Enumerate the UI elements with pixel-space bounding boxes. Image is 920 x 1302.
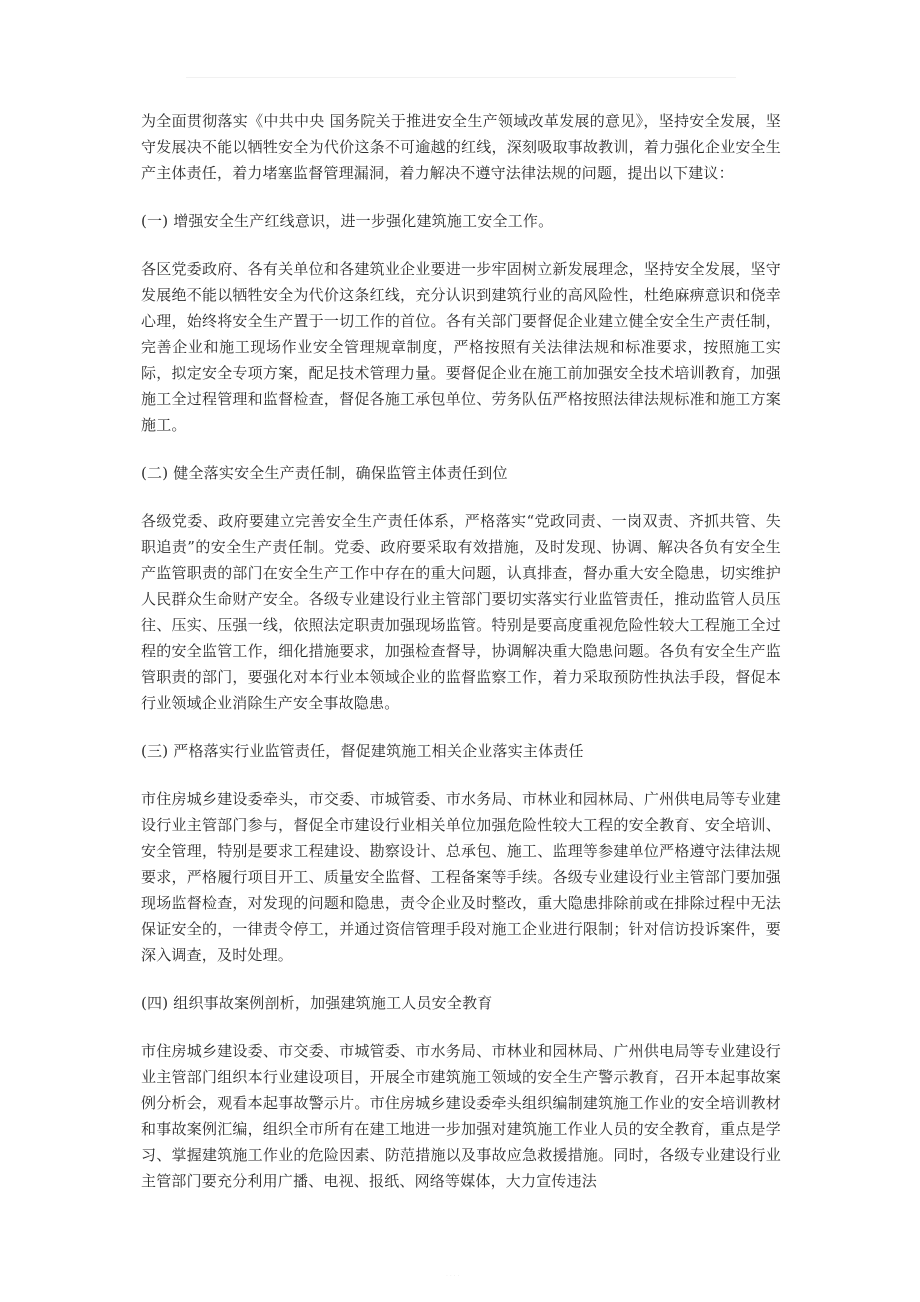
document-body	[141, 108, 781, 1216]
section-1-body: 各区党委政府、各有关单位和各建筑业企业要进一步牢固树立新发展理念，坚持安全发展，坚守发展绝不能以牺牲安全为代价这条红线，充分认识到建筑行业的高风险性，杜绝麻痹意识和侥幸心理，始终将安全生产置于一切工作的首位。各有关部门要督促企业建立健全安全生产责任制，完善企业和施工现场作业安全管理规章制度，严格按照有关法律法规和标准要求，按照施工实际，拟定安全专项方案，配足技术管理力量。要督促企业在施工前加强安全技术培训教育，加强施工全过程管理和监督检查，督促各施工承包单位、劳务队伍严格按照法律法规标准和施工方案施工。	[141, 260, 781, 434]
section-3-heading: (三) 严格落实行业监管责任，督促建筑施工相关企业落实主体责任	[141, 742, 584, 760]
section-3-body: 市住房城乡建设委牵头，市交委、市城管委、市水务局、市林业和园林局、广州供电局等专业建设行业主管部门参与，督促全市建设行业相关单位加强危险性较大工程的安全教育、安全培训、安全管理，特别是要求工程建设、勘察设计、总承包、施工、监理等参建单位严格遵守法律法规要求，严格履行项目开工、质量安全监督、工程备案等手续。各级专业建设行业主管部门要加强现场监督检查，对发现的问题和隐患，责令企业及时整改，重大隐患排除前或在排除过程中无法保证安全的，一律责令停工，并通过资信管理手段对施工企业进行限制；针对信访投诉案件，要深入调查，及时处理。	[141, 790, 781, 964]
section-2-heading: (二) 健全落实安全生产责任制，确保监管主体责任到位	[141, 464, 508, 482]
section-2-body: 各级党委、政府要建立完善安全生产责任体系，严格落实“党政同责、一岗双责、齐抓共管、失职追责”的安全生产责任制。党委、政府要采取有效措施，及时发现、协调、解决各负有安全生产监管职责的部门在安全生产工作中存在的重大问题，认真排查，督办重大安全隐患，切实维护人民群众生命财产安全。各级专业建设行业主管部门要切实落实行业监管责任，推动监管人员压往、压实、压强一线，依照法定职责加强现场监管。特别是要高度重视危险性较大工程施工全过程的安全监管工作，细化措施要求，加强检查督导，协调解决重大隐患问题。各负有安全生产监管职责的部门，要强化对本行业本领域企业的监督监察工作，着力采取预防性执法手段，督促本行业领域企业消除生产安全事故隐患。	[141, 512, 781, 712]
section-4-heading: (四) 组织事故案例剖析，加强建筑施工人员安全教育	[141, 994, 493, 1012]
section-4-body: 市住房城乡建设委、市交委、市城管委、市水务局、市林业和园林局、广州供电局等专业建设行业主管部门组织本行业建设项目，开展全市建筑施工领域的安全生产警示教育，召开本起事故案例分析会，观看本起事故警示片。市住房城乡建设委牵头组织编制建筑施工作业的安全培训教材和事故案例汇编，组织全市所有在建工地进一步加强对建筑施工作业人员的安全教育，重点是学习、掌握建筑施工作业的危险因素、防范措施以及事故应急救援措施。同时，各级专业建设行业主管部门要充分利用广播、电视、报纸、网络等媒体，大力宣传违法	[141, 1042, 781, 1190]
footer-watermark: · · · ·	[446, 1273, 460, 1280]
intro-paragraph: 为全面贯彻落实《中共中央 国务院关于推进安全生产领域改革发展的意见》，坚持安全发展，坚守发展决不能以牺牲安全为代价这条不可逾越的红线，深刻吸取事故教训，着力强化企业安全生产主体责任，着力堵塞监督管理漏洞，着力解决不遵守法律法规的问题，提出以下建议：	[141, 112, 781, 182]
section-1-heading: (一) 增强安全生产红线意识，进一步强化建筑施工安全工作。	[141, 212, 554, 230]
header-rule	[186, 77, 736, 78]
